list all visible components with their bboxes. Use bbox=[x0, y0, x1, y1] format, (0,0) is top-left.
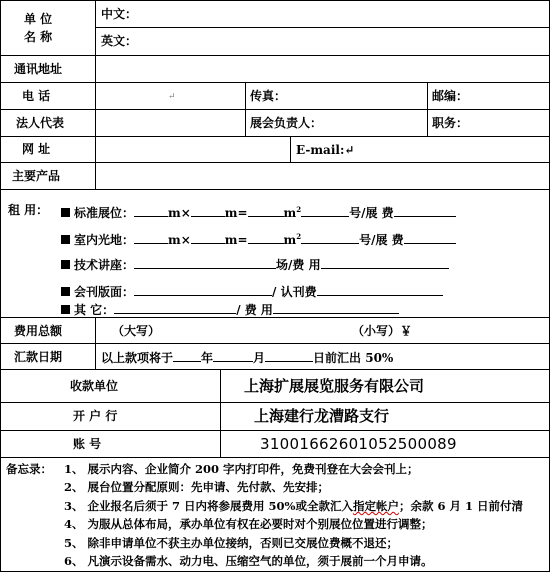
chinese-name-field[interactable]: 中文： bbox=[101, 7, 138, 21]
checkbox-icon[interactable] bbox=[61, 305, 70, 314]
notes-lead: 备忘录： bbox=[6, 462, 52, 476]
bank-value: 上海建行龙漕路支行 bbox=[254, 407, 390, 425]
remit-date-label: 汇款日期 bbox=[14, 350, 63, 364]
journal-row[interactable]: 会刊版面： / 认刊费 bbox=[61, 284, 443, 299]
note-6: 6、 凡演示设备需水、动力电、压缩空气的单位，须于展前一个月申请。 bbox=[64, 554, 433, 568]
line bbox=[0, 162, 550, 163]
line bbox=[0, 189, 550, 190]
total-lower-field[interactable]: （小写）￥ bbox=[352, 324, 413, 338]
other-row[interactable]: 其 它： / 费 用 bbox=[61, 302, 399, 317]
standard-booth-row[interactable]: 标准展位： $m\times m= m^2$ 号/展 费 bbox=[61, 203, 456, 220]
line bbox=[0, 136, 550, 137]
job-title-field[interactable]: 职务： bbox=[432, 116, 469, 130]
bank-label: 开 户 行 bbox=[73, 409, 118, 423]
checkbox-icon[interactable] bbox=[61, 287, 70, 296]
website-label: 网 址 bbox=[22, 142, 51, 156]
phone-label: 电 话 bbox=[22, 89, 51, 103]
line bbox=[245, 82, 246, 136]
payee-value: 上海扩展展览服务有限公司 bbox=[244, 377, 425, 395]
line bbox=[0, 402, 550, 403]
legal-rep-label: 法人代表 bbox=[16, 116, 65, 130]
line bbox=[0, 82, 550, 83]
line bbox=[0, 109, 550, 110]
account-label: 账 号 bbox=[73, 437, 102, 451]
unit-label-2: 名 称 bbox=[24, 30, 53, 44]
address-label: 通讯地址 bbox=[14, 62, 63, 76]
note-5: 5、 除非申请单位不获主办单位接纳，否则已交展位费概不退还； bbox=[64, 536, 399, 550]
line bbox=[0, 430, 550, 431]
postcode-field[interactable]: 邮编： bbox=[432, 89, 469, 103]
lecture-row[interactable]: 技术讲座： 场/费 用 bbox=[61, 257, 449, 272]
line bbox=[0, 369, 550, 370]
indoor-space-row[interactable]: 室内光地： $m\times m= m^2$ 号/展 费 bbox=[61, 230, 456, 247]
total-fee-label: 费用总额 bbox=[14, 324, 63, 338]
fax-field[interactable]: 传真： bbox=[250, 89, 287, 103]
line bbox=[95, 317, 96, 369]
unit-label-1: 单 位 bbox=[24, 12, 53, 26]
checkbox-icon[interactable] bbox=[61, 235, 70, 244]
payee-label: 收款单位 bbox=[70, 379, 119, 393]
note-3: 3、 企业报名后须于 7 日内将参展费用 50%或全款汇入指定帐户；余款 6 月 1 日前付清 bbox=[64, 499, 523, 513]
total-upper-field[interactable]: （大写） bbox=[112, 324, 161, 338]
checkbox-icon[interactable] bbox=[61, 208, 70, 217]
line bbox=[0, 317, 550, 318]
line bbox=[290, 136, 291, 162]
english-name-field[interactable]: 英文： bbox=[101, 34, 138, 48]
line bbox=[95, 55, 96, 189]
line bbox=[0, 55, 550, 56]
line bbox=[0, 343, 550, 344]
line bbox=[0, 457, 550, 458]
line bbox=[95, 0, 96, 55]
line bbox=[95, 27, 550, 28]
note-2: 2、 展台位置分配原则：先申请、先付款、先安排； bbox=[64, 480, 330, 494]
line bbox=[427, 82, 428, 136]
products-label: 主要产品 bbox=[12, 169, 61, 183]
line bbox=[220, 369, 221, 457]
note-4: 4、 为服从总体布局，承办单位有权在必要时对个别展位位置进行调整； bbox=[64, 517, 433, 531]
rent-label: 租 用： bbox=[8, 203, 49, 217]
account-value: 31001662601052500089 bbox=[260, 435, 457, 453]
contact-person-field[interactable]: 展会负责人： bbox=[250, 116, 323, 130]
checkbox-icon[interactable] bbox=[61, 260, 70, 269]
email-field[interactable]: E-mail:↵ bbox=[296, 143, 355, 157]
remit-date-field[interactable]: 以上款项将于 年 月 日前汇出 50% bbox=[101, 351, 394, 365]
note-1: 1、 展示内容、企业简介 200 字内打印件，免费刊登在大会会刊上； bbox=[64, 462, 419, 476]
return-mark: ↵ bbox=[168, 92, 176, 102]
